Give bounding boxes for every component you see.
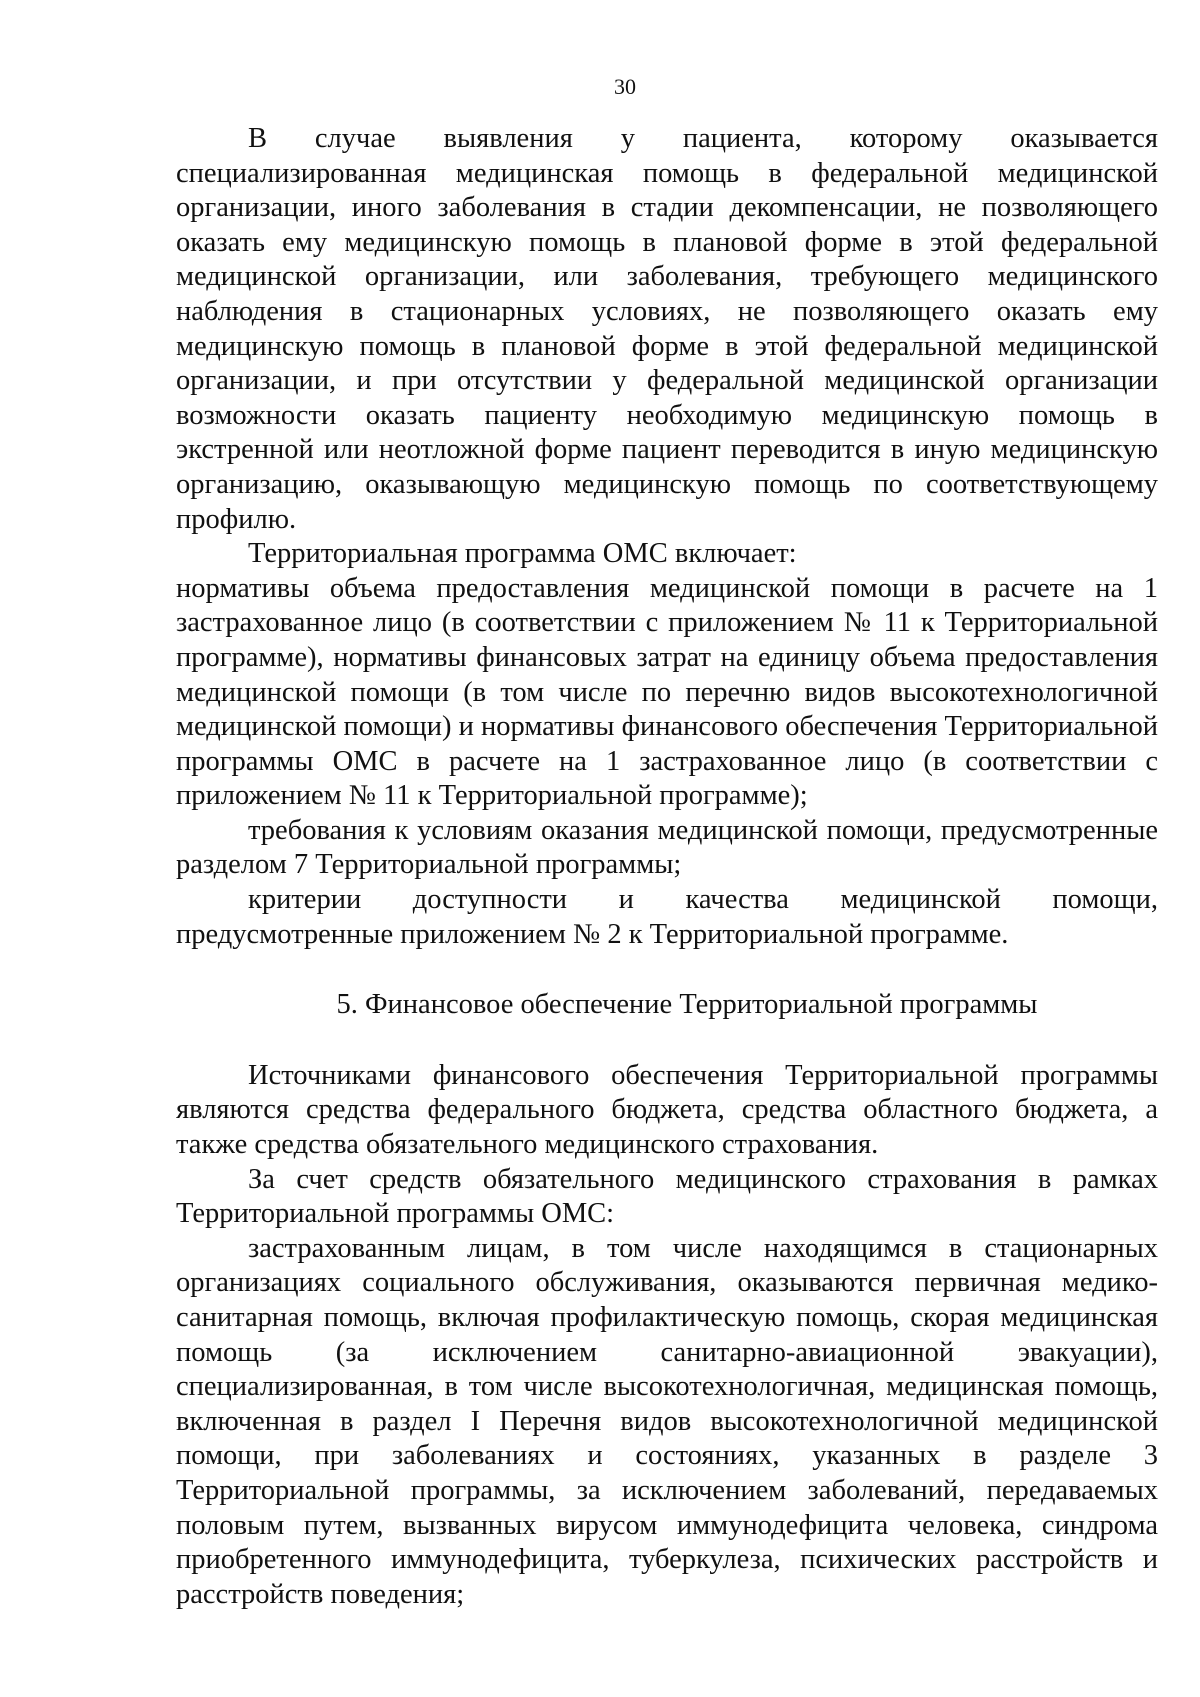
document-body [176, 122, 1158, 1612]
paragraph-quality-criteria: критерии доступности и качества медицинской помощи, предусмотренные приложением № 2 к Территориальной программе. [176, 884, 1158, 950]
paragraph-funding-sources: Источниками финансового обеспечения Территориальной программы являются средства федерального бюджета, средства областного бюджета, а также средства обязательного медицинского страхования. [176, 1059, 1158, 1161]
paragraph-volume-norms: нормативы объема предоставления медицинской помощи в расчете на 1 застрахованное лицо (в соответствии с приложением № 11 к Территориальной программе), нормативы финансовых затрат на единицу объема предоставления медицинской помощи (в том числе по перечню видов высокотехнологичной медицинской помощи) и нормативы финансового обеспечения Территориальной программы ОМС в расчете на 1 застрахованное лицо (в соответствии с приложением № 11 к Территориальной программе); [176, 572, 1158, 812]
paragraph-insured-care: застрахованным лицам, в том числе находящимся в стационарных организациях социального обслуживания, оказываются первичная медико-санитарная помощь, включая профилактическую помощь, скорая медицинская помощь (за исключением санитарно-авиационной эвакуации), специализированная, в том числе высокотехнологичная, медицинская помощь, включенная в раздел I Перечня видов высокотехнологичной медицинской помощи, при заболеваниях и состояниях, указанных в разделе 3 Территориальной программы, за исключением заболеваний, передаваемых половым путем, вызванных вирусом иммунодефицита человека, синдрома приобретенного иммунодефицита, туберкулеза, психических расстройств и расстройств поведения; [176, 1232, 1158, 1610]
paragraph-oms-funds: За счет средств обязательного медицинского страхования в рамках Территориальной программы ОМС: [176, 1163, 1158, 1230]
page-number: 30 [614, 74, 636, 99]
paragraph-transfer-conditions: В случае выявления у пациента, которому оказывается специализированная медицинская помощь в федеральной медицинской организации, иного заболевания в стадии декомпенсации, не позволяющего оказать ему медицинскую помощь в плановой форме в этой федеральной медицинской организации, или заболевания, требующего медицинского наблюдения в стационарных условиях, не позволяющего оказать ему медицинскую помощь в плановой форме в этой федеральной медицинской организации, и при отсутствии у федеральной медицинской организации возможности оказать пациенту необходимую медицинскую помощь в экстренной или неотложной форме пациент переводится в иную медицинскую организацию, оказывающую медицинскую помощь по соответствующему профилю. [176, 123, 1158, 535]
paragraph-oms-includes: Территориальная программа ОМС включает: [248, 538, 797, 570]
section-heading: 5. Финансовое обеспечение Территориальной программы [336, 989, 1038, 1021]
paragraph-care-requirements: требования к условиям оказания медицинской помощи, предусмотренные разделом 7 Территориальной программы; [176, 814, 1158, 881]
